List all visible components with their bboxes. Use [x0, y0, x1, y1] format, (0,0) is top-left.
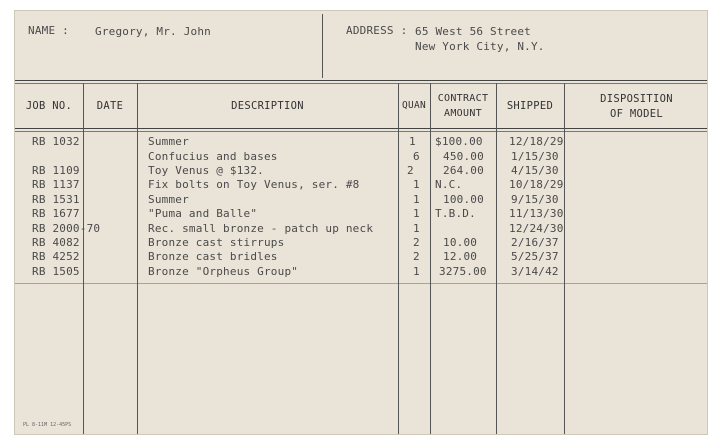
row-description: Bronze "Orpheus Group" [148, 265, 299, 278]
header-rule-top [15, 80, 708, 81]
row-description: Rec. small bronze - patch up neck [148, 222, 374, 235]
row-amount: 264.00 [443, 164, 484, 177]
row-description: Toy Venus @ $132. [148, 164, 264, 177]
row-amount: $100.00 [435, 135, 483, 148]
row-quan: 1 [413, 178, 420, 191]
row-description: Summer [148, 193, 189, 206]
col-divider-5 [496, 83, 497, 435]
column-header-rule [15, 128, 708, 129]
name-value: Gregory, Mr. John [95, 25, 211, 38]
header-rule-top-2 [15, 83, 708, 84]
red-ruled-line [15, 283, 708, 284]
row-shipped: 1/15/30 [511, 150, 559, 163]
row-amount: T.B.D. [435, 207, 476, 220]
row-job: RB 1677 [32, 207, 80, 220]
row-amount: 100.00 [443, 193, 484, 206]
row-job: RB 4252 [32, 250, 80, 263]
col-header-shipped: SHIPPED [506, 100, 554, 112]
col-divider-4 [430, 83, 431, 435]
row-quan: 2 [407, 164, 414, 177]
row-quan: 2 [413, 250, 420, 263]
address-line-1: 65 West 56 Street [415, 25, 531, 38]
col-header-description: DESCRIPTION [231, 100, 304, 112]
row-shipped: 2/16/37 [511, 236, 559, 249]
address-label: ADDRESS : [346, 24, 408, 37]
col-header-of-model: OF MODEL [610, 108, 663, 120]
row-shipped: 12/24/30 [509, 222, 564, 235]
col-divider-2 [137, 83, 138, 435]
row-quan: 1 [413, 222, 420, 235]
row-amount: N.C. [435, 178, 463, 191]
col-divider-3 [398, 83, 399, 435]
row-job: RB 1531 [32, 193, 80, 206]
row-shipped: 10/18/29 [509, 178, 564, 191]
row-shipped: 9/15/30 [511, 193, 559, 206]
col-header-job-no: JOB NO. [25, 100, 73, 112]
row-shipped: 5/25/37 [511, 250, 559, 263]
col-header-quan: QUAN [401, 100, 427, 111]
row-description: Fix bolts on Toy Venus, ser. #8 [148, 178, 360, 191]
row-description: Bronze cast bridles [148, 250, 278, 263]
col-divider-1 [83, 83, 84, 435]
row-description: "Puma and Balle" [148, 207, 258, 220]
col-header-amount: AMOUNT [444, 108, 482, 119]
row-amount: 3275.00 [439, 265, 487, 278]
form-code: PL 8-11M 12-45PS [23, 422, 72, 428]
row-amount: 10.00 [443, 236, 478, 249]
row-description: Confucius and bases [148, 150, 278, 163]
row-amount: 450.00 [443, 150, 484, 163]
row-quan: 2 [413, 236, 420, 249]
row-job: RB 1109 [32, 164, 80, 177]
row-description: Bronze cast stirrups [148, 236, 285, 249]
col-header-contract: CONTRACT [437, 93, 489, 104]
row-shipped: 11/13/30 [509, 207, 564, 220]
record-card [14, 10, 708, 435]
row-job: RB 4082 [32, 236, 80, 249]
row-quan: 1 [413, 193, 420, 206]
header-divider [322, 14, 323, 78]
row-description: Summer [148, 135, 189, 148]
col-divider-6 [564, 83, 565, 435]
row-quan: 1 [413, 265, 420, 278]
column-header-rule-2 [15, 131, 708, 132]
row-job: RB 1505 [32, 265, 80, 278]
col-header-date: DATE [96, 100, 124, 112]
name-label: NAME : [28, 24, 69, 37]
row-job: RB 1137 [32, 178, 80, 191]
row-quan: 6 [413, 150, 420, 163]
row-quan: 1 [413, 207, 420, 220]
address-line-2: New York City, N.Y. [415, 40, 545, 53]
row-job: RB 1032 [32, 135, 80, 148]
col-header-disposition: DISPOSITION [600, 93, 673, 105]
row-shipped: 3/14/42 [511, 265, 559, 278]
row-shipped: 12/18/29 [509, 135, 564, 148]
row-job: RB 2000-70 [32, 222, 101, 235]
row-amount: 12.00 [443, 250, 478, 263]
row-shipped: 4/15/30 [511, 164, 559, 177]
row-quan: 1 [409, 135, 416, 148]
